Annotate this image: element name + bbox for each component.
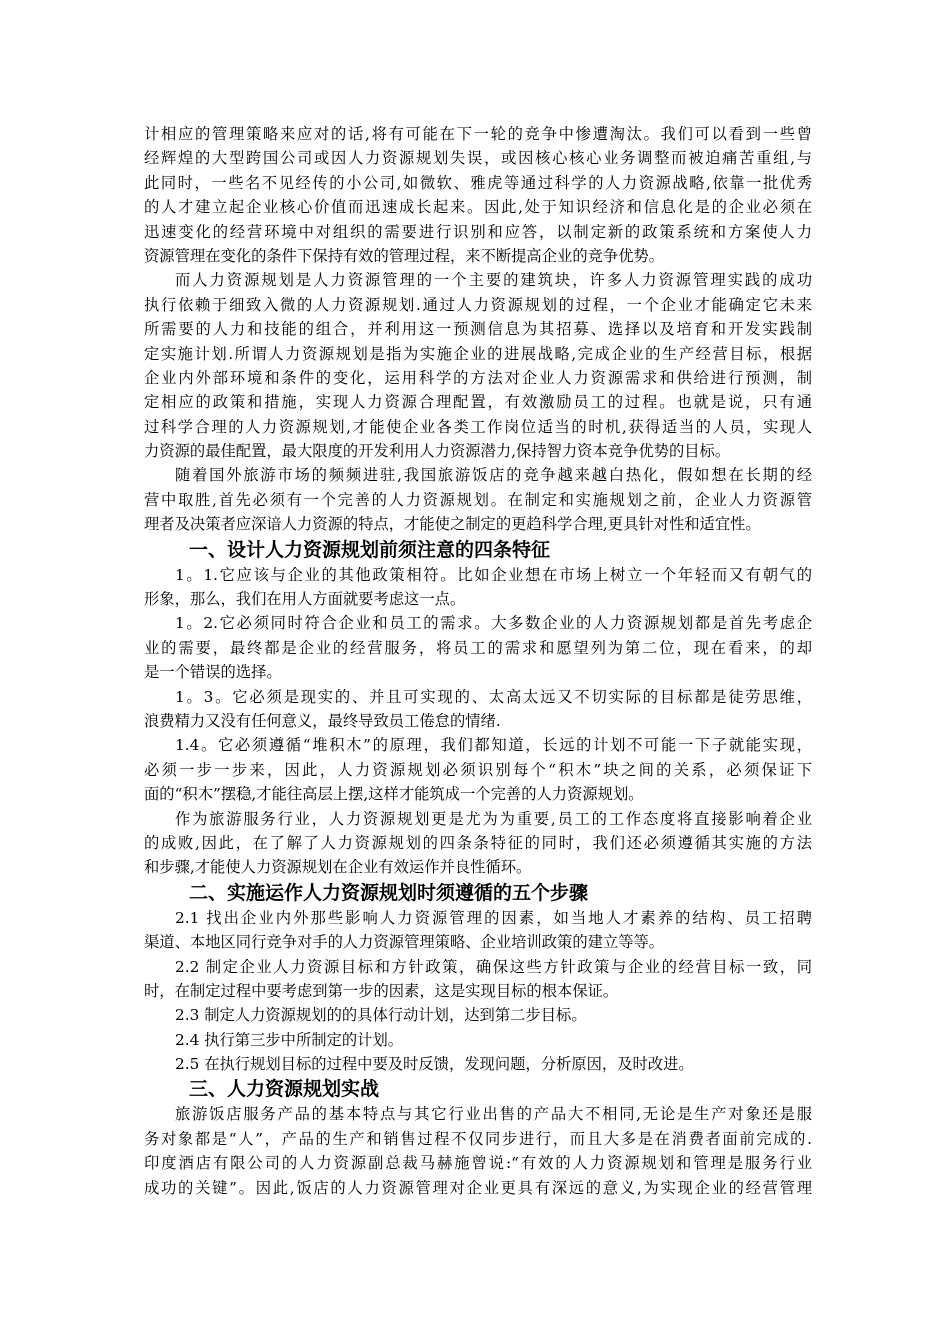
text-line: 1。3。它必须是现实的、并且可实现的、太高太远又不切实际的目标都是徒劳思维， [175, 687, 812, 706]
text-line: 定实施计划.所谓人力资源规划是指为实施企业的进展战略,完成企业的生产经营目标，根据 [144, 344, 812, 363]
text-line: 计相应的管理策略来应对的话,将有可能在下一轮的竞争中惨遭淘汰。我们可以看到一些曾 [144, 125, 812, 143]
paragraph [144, 268, 812, 463]
paragraph [144, 1028, 812, 1052]
text-line: 2.4 执行第三步中所制定的计划。 [175, 1030, 404, 1049]
text-line: 迅速变化的经营环境中对组织的需要进行识别和应答，以制定新的政策系统和方案使人力 [144, 222, 812, 241]
paragraph [144, 1102, 812, 1200]
paragraph [144, 463, 812, 536]
paragraph [144, 685, 812, 734]
text-line: 渠道、本地区同行竞争对手的人力资源管理策略、企业培训政策的建立等等。 [144, 933, 665, 952]
paragraph [144, 1003, 812, 1027]
text-line: 过科学合理的人力资源规划,才能使企业各类工作岗位适当的时机,获得适当的人员，实现人 [144, 417, 812, 436]
paragraph [144, 563, 812, 612]
text-line: 2.1 找出企业内外那些影响人力资源管理的因素，如当地人才素养的结构、员工招聘 [175, 908, 812, 927]
text-line: 资源管理在变化的条件下保持有效的管理过程，来不断提高企业的竞争优势。 [144, 246, 665, 265]
text-line: 1。2.它必须同时符合企业和员工的需求。大多数企业的人力资源规划都是首先考虑企 [175, 614, 812, 633]
text-line: 随着国外旅游市场的频频进驻,我国旅游饭店的竞争越来越白热化，假如想在长期的经 [175, 466, 812, 485]
text-line: 力资源的最佳配置，最大限度的开发利用人力资源潜力,保持智力资本竞争优势的目标。 [144, 442, 731, 461]
text-line: 的成败,因此，在了解了人力资源规划的四条条特征的同时，我们还必须遵循其实施的方法 [144, 833, 812, 852]
text-line: 印度酒店有限公司的人力资源副总裁马赫施曾说:“有效的人力资源规划和管理是服务行业 [144, 1154, 812, 1173]
text-line: 经辉煌的大型跨国公司或因人力资源规划失误，或因核心核心业务调整而被迫痛苦重组,与 [144, 149, 812, 168]
text-line: 企业内外部环境和条件的变化，运用科学的方法对企业人力资源需求和供给进行预测，制 [144, 368, 812, 387]
text-line: 理者及决策者应深谙人力资源的特点，才能使之制定的更趋科学合理,更具针对性和适宜性。 [144, 515, 761, 534]
text-line: 和步骤,才能使人力资源规划在企业有效运作并良性循环。 [144, 858, 532, 877]
text-line: 2.2 制定企业人力资源目标和方针政策，确保这些方针政策与企业的经营目标一致，同 [175, 957, 812, 976]
document-page [144, 122, 812, 1200]
paragraph [144, 1052, 812, 1076]
text-line: 面的“积木”摆稳,才能往高层上摆,这样才能筑成一个完善的人力资源规划。 [144, 785, 644, 804]
paragraph [144, 906, 812, 955]
text-line: 此同时，一些名不见经传的小公司,如微软、雅虎等通过科学的人力资源战略,依靠一批优秀 [144, 173, 812, 192]
text-line: 成功的关键”。因此,饭店的人力资源管理对企业更具有深远的意义,为实现企业的经营管理 [144, 1178, 812, 1197]
text-line: 定相应的政策和措施，实现人力资源合理配置，有效激励员工的过程。也就是说，只有通 [144, 393, 812, 412]
text-line: 所需要的人力和技能的组合，并利用这一预测信息为其招募、选择以及培育和开发实践制 [144, 320, 812, 339]
text-line: 浪费精力又没有任何意义，最终导致员工倦怠的情绪. [144, 711, 501, 730]
text-line: 作为旅游服务行业，人力资源规划更是尤为为重要,员工的工作态度将直接影响着企业 [175, 809, 812, 828]
section-heading: 二、实施运作人力资源规划时须遵循的五个步骤 [189, 881, 589, 904]
text-line: 形象，那么，我们在用人方面就要考虑这一点。 [144, 590, 466, 609]
text-line: 1.4。它必须遵循“堆积木”的原理，我们都知道，长远的计划不可能一下子就能实现， [175, 736, 812, 755]
text-line: 执行依赖于细致入微的人力资源规划.通过人力资源规划的过程，一个企业才能确定它未来 [144, 295, 812, 314]
text-line: 2.5 在执行规划目标的过程中要及时反馈，发现问题，分析原因，及时改进。 [175, 1055, 694, 1074]
paragraph [144, 807, 812, 880]
section-heading: 三、人力资源规划实战 [189, 1078, 380, 1101]
paragraph [144, 733, 812, 806]
text-line: 业的需要，最终都是企业的经营服务，将员工的需求和愿望列为第二位，现在看来，的却 [144, 638, 812, 657]
paragraph [144, 122, 812, 268]
text-line: 必须一步一步来，因此，人力资源规划必须识别每个“积木”块之间的关系，必须保证下 [144, 760, 812, 779]
text-line: 是一个错误的选择。 [144, 663, 282, 682]
text-line: 1。1.它应该与企业的其他政策相符。比如企业想在市场上树立一个年轻而又有朝气的 [175, 565, 812, 584]
text-line: 旅游饭店服务产品的基本特点与其它行业出售的产品大不相同,无论是生产对象还是服 [175, 1105, 812, 1124]
text-line: 务对象都是“人”，产品的生产和销售过程不仅同步进行，而且大多是在消费者面前完成的. [144, 1129, 812, 1148]
text-line: 营中取胜,首先必须有一个完善的人力资源规划。在制定和实施规划之前，企业人力资源管 [144, 490, 812, 509]
text-line: 的人才建立起企业核心价值而迅速成长起来。因此,处于知识经济和信息化是的企业必须在 [144, 198, 812, 217]
text-line: 时，在制定过程中要考虑到第一步的因素，这是实现目标的根本保证。 [144, 981, 619, 1000]
text-line: 而人力资源规划是人力资源管理的一个主要的建筑块，许多人力资源管理实践的成功 [175, 271, 812, 290]
paragraph [144, 611, 812, 684]
paragraph [144, 955, 812, 1004]
section-heading: 一、设计人力资源规划前须注意的四条特征 [189, 538, 551, 561]
text-line: 2.3 制定人力资源规划的的具体行动计划，达到第二步目标。 [175, 1006, 587, 1025]
